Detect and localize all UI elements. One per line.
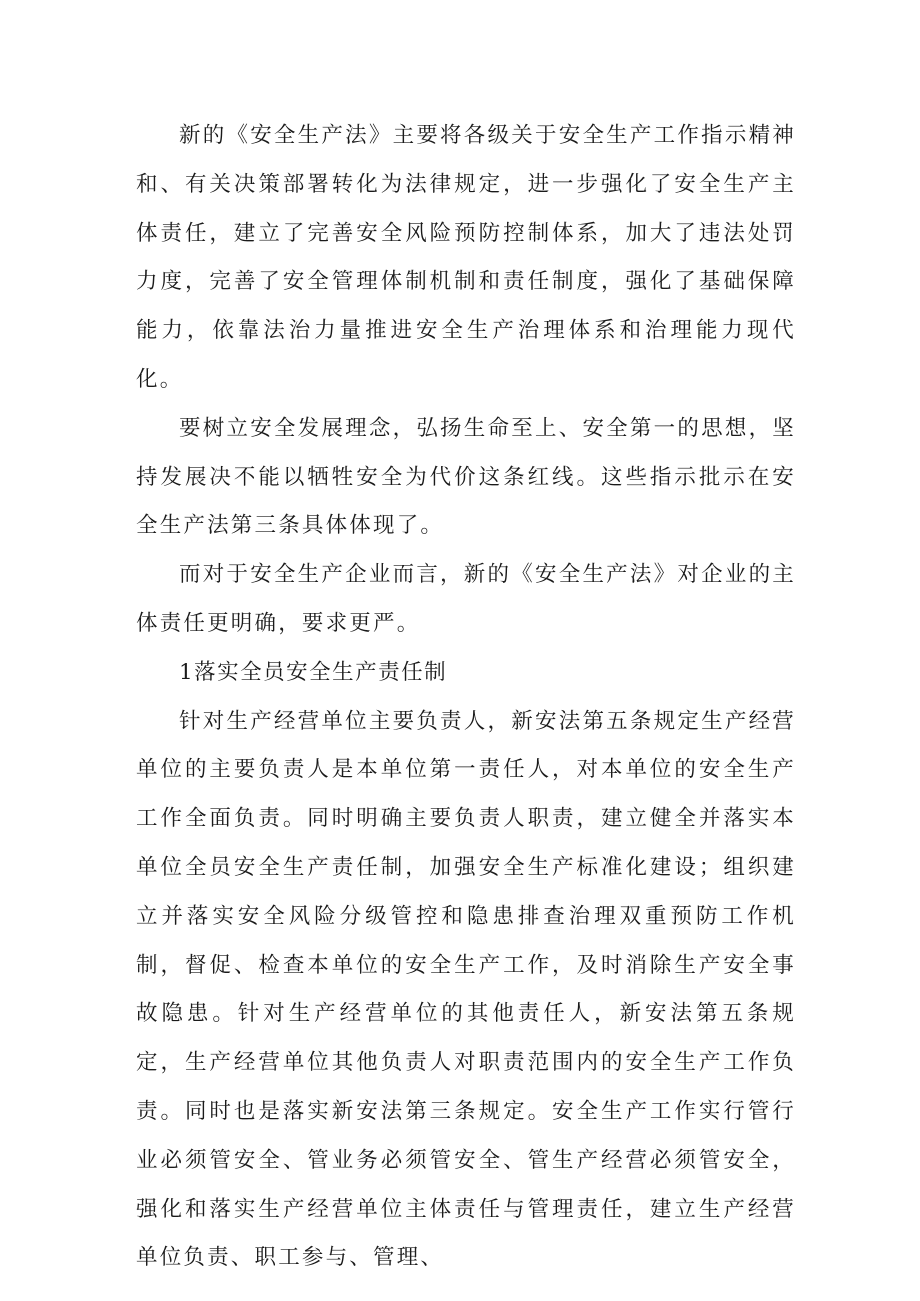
section-heading: 1落实全员安全生产责任制 — [179, 659, 448, 685]
paragraph-4: 针对生产经营单位主要负责人，新安法第五条规定生产经营单位的主要负责人是本单位第一责任人，对本单位的安全生产工作全面负责。同时明确主要负责人职责，建立健全并落实本单位全员安全生产责任制，加强安全生产标准化建设；组织建立并落实安全风险分级管控和隐患排查治理双重预防工作机制，督促、检查本单位的安全生产工作，及时消除生产安全事故隐患。针对生产经营单位的其他责任人，新安法第五条规定，生产经营单位其他负责人对职责范围内的安全生产工作负责。同时也是落实新安法第三条规定。安全生产工作实行管行业必须管安全、管业务必须管安全、管生产经营必须管安全，强化和落实生产经营单位主体责任与管理责任，建立生产经营单位负责、职工参与、管理、 — [136, 708, 796, 1271]
document-body — [136, 112, 796, 1283]
paragraph-3: 而对于安全生产企业而言，新的《安全生产法》对企业的主体责任更明确，要求更严。 — [136, 562, 796, 636]
paragraph-1: 新的《安全生产法》主要将各级关于安全生产工作指示精神和、有关决策部署转化为法律规定，进一步强化了安全生产主体责任，建立了完善安全风险预防控制体系，加大了违法处罚力度，完善了安全管理体制机制和责任制度，强化了基础保障能力，依靠法治力量推进安全生产治理体系和治理能力现代化。 — [136, 123, 796, 392]
paragraph-2: 要树立安全发展理念，弘扬生命至上、安全第一的思想，坚持发展决不能以牺牲安全为代价这条红线。这些指示批示在安全生产法第三条具体体现了。 — [136, 415, 796, 539]
